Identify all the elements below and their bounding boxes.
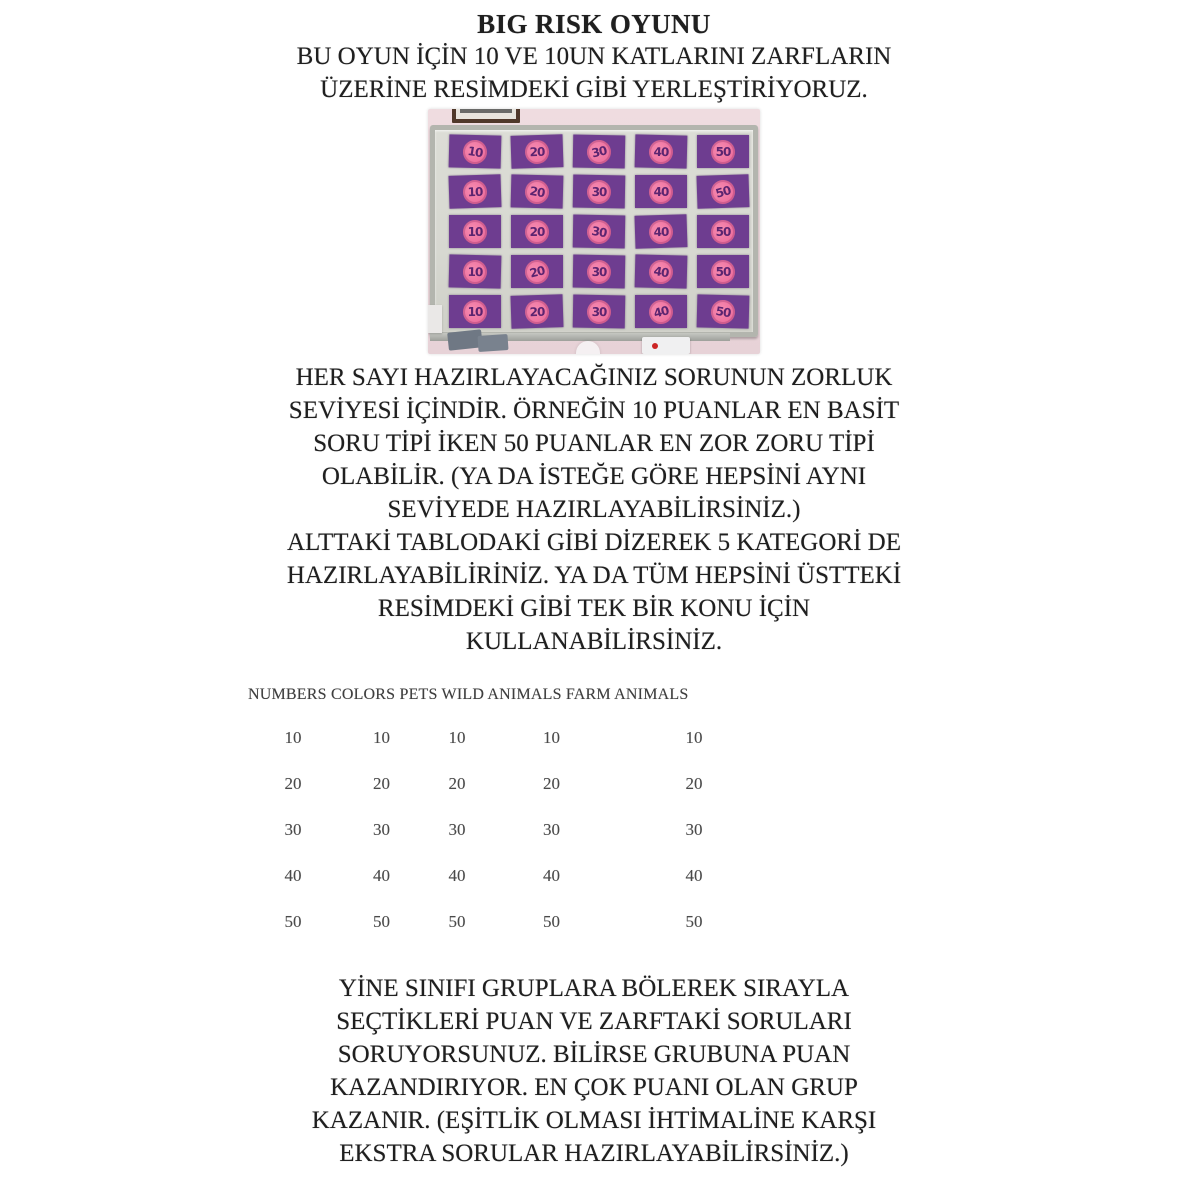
number-card — [696, 174, 749, 209]
card-number-badge: 20 — [525, 220, 549, 244]
table-cell: 20 — [448, 774, 466, 793]
table-cell: 30 — [284, 820, 302, 839]
card-number-badge: 10 — [461, 138, 489, 166]
text-line: SEÇTİKLERİ PUAN VE ZARFTAKİ SORULARI — [336, 1008, 852, 1035]
table-cell: 30 — [373, 820, 390, 839]
table-cell: 20 — [685, 774, 703, 793]
whiteboard-photo — [428, 109, 760, 354]
table-cell: 50 — [373, 912, 390, 931]
text-line: KAZANIR. (EŞİTLİK OLMASI İHTİMALİNE KARŞI — [311, 1107, 877, 1134]
card-number-badge: 30 — [587, 299, 611, 323]
electrical-box — [642, 337, 690, 354]
card-number-badge: 40 — [649, 219, 674, 244]
text-line: SORUYORSUNUZ. BİLİRSE GRUBUNA PUAN — [337, 1041, 851, 1068]
text-line: SEVİYESİ İÇİNDİR. ÖRNEĞİN 10 PUANLAR EN BASİT — [288, 397, 900, 424]
number-card — [573, 255, 626, 289]
whiteboard — [430, 125, 758, 337]
card-number-badge: 20 — [522, 257, 551, 286]
card-number-badge: 10 — [463, 179, 488, 204]
board-eraser — [477, 334, 508, 352]
table-cell: 10 — [284, 728, 302, 747]
text-line: SORU TİPİ İKEN 50 PUANLAR EN ZOR ZORU TİPİ — [313, 430, 875, 457]
table-cell: 40 — [448, 866, 466, 885]
table-cell: 30 — [685, 820, 703, 839]
number-card — [573, 135, 626, 169]
card-number-badge: 40 — [649, 180, 673, 204]
closing-paragraph — [0, 972, 1188, 1170]
card-number-badge: 20 — [523, 178, 551, 206]
card-grid — [435, 130, 753, 328]
text-line: HAZIRLAYABİLİRİNİZ. YA DA TÜM HEPSİNİ ÜSTTEKİ — [286, 562, 902, 589]
number-card — [449, 295, 501, 328]
text-line: SEVİYEDE HAZIRLAYABİLİRSİNİZ.) — [387, 496, 801, 523]
card-number-badge: 10 — [463, 220, 487, 244]
round-object — [576, 341, 600, 354]
number-card — [510, 294, 563, 329]
table-cell: 40 — [373, 866, 390, 885]
number-card — [449, 215, 501, 248]
table-cell: 20 — [543, 774, 560, 793]
score-table — [248, 686, 788, 933]
red-indicator-dot — [652, 343, 658, 349]
number-card — [573, 175, 626, 209]
card-number-badge: 50 — [709, 298, 737, 326]
card-number-badge: 10 — [463, 300, 487, 324]
table-cell: 50 — [543, 912, 560, 931]
text-line: KAZANDIRIYOR. EN ÇOK PUANI OLAN GRUP — [330, 1074, 858, 1101]
table-cell: 10 — [373, 728, 390, 747]
number-card — [635, 175, 687, 208]
table-cell: 50 — [284, 912, 302, 931]
card-number-badge: 30 — [585, 218, 612, 245]
text-line: BU OYUN İÇİN 10 VE 10UN KATLARINI ZARFLARIN — [296, 43, 892, 70]
card-number-badge: 20 — [525, 139, 550, 164]
number-card — [448, 174, 501, 209]
text-line: EKSTRA SORULAR HAZIRLAYABİLİRSİNİZ.) — [339, 1140, 849, 1167]
number-card — [697, 215, 749, 248]
number-card — [573, 295, 626, 329]
framed-picture — [452, 109, 520, 123]
text-line: RESİMDEKİ GİBİ TEK BİR KONU İÇİN — [377, 595, 811, 622]
table-cell: 10 — [685, 728, 703, 747]
number-card — [511, 255, 563, 288]
card-number-badge: 50 — [711, 220, 735, 244]
number-card — [635, 134, 688, 168]
table-cell: 50 — [685, 912, 703, 931]
card-number-badge: 50 — [711, 140, 735, 164]
table-cell: 30 — [543, 820, 560, 839]
table-rows — [248, 727, 788, 933]
card-number-badge: 50 — [708, 177, 738, 207]
card-number-badge: 30 — [587, 259, 611, 283]
text-line: ÜZERİNE RESİMDEKİ GİBİ YERLEŞTİRİYORUZ. — [320, 76, 868, 103]
table-cell: 20 — [284, 774, 302, 793]
number-card — [635, 295, 687, 328]
number-card — [697, 135, 749, 168]
card-number-badge: 30 — [587, 179, 611, 203]
number-card — [511, 215, 563, 248]
card-number-badge: 10 — [463, 259, 488, 284]
card-number-badge: 40 — [649, 139, 674, 164]
number-card — [697, 255, 749, 288]
table-cell: 30 — [448, 820, 466, 839]
table-cell: 50 — [448, 912, 466, 931]
table-cell: 20 — [373, 774, 390, 793]
number-card — [511, 174, 564, 208]
card-number-badge: 20 — [525, 299, 550, 324]
text-line: KULLANABİLİRSİNİZ. — [465, 628, 723, 655]
card-number-badge: 40 — [646, 297, 675, 326]
table-cell: 10 — [543, 728, 560, 747]
number-card — [573, 215, 626, 249]
table-header-row: NUMBERS COLORS PETS WILD ANIMALS FARM ANIMALS — [248, 686, 689, 703]
card-number-badge: 50 — [711, 260, 735, 284]
text-line: OLABİLİR. (YA DA İSTEĞE GÖRE HEPSİNİ AYNI — [321, 463, 867, 490]
light-switch — [428, 305, 442, 333]
page-title: BIG RISK OYUNU — [477, 9, 711, 39]
text-line: ALTTAKİ TABLODAKİ GİBİ DİZEREK 5 KATEGORİ DE — [287, 529, 901, 556]
number-card — [449, 134, 502, 168]
intro-paragraph — [0, 40, 1188, 106]
number-card — [635, 254, 688, 288]
card-number-badge: 30 — [585, 137, 614, 166]
number-card — [510, 134, 563, 169]
text-line: HER SAYI HAZIRLAYACAĞINIZ SORUNUN ZORLUK — [295, 364, 893, 391]
table-cell: 40 — [685, 866, 703, 885]
table-cell: 40 — [543, 866, 560, 885]
table-cell: 40 — [284, 866, 302, 885]
text-line: YİNE SINIFI GRUPLARA BÖLEREK SIRAYLA — [338, 975, 850, 1002]
body-paragraph — [0, 361, 1188, 658]
number-card — [697, 294, 750, 328]
table-cell: 10 — [448, 728, 466, 747]
number-card — [634, 214, 687, 249]
card-number-badge: 40 — [647, 258, 675, 286]
number-card — [449, 254, 502, 288]
